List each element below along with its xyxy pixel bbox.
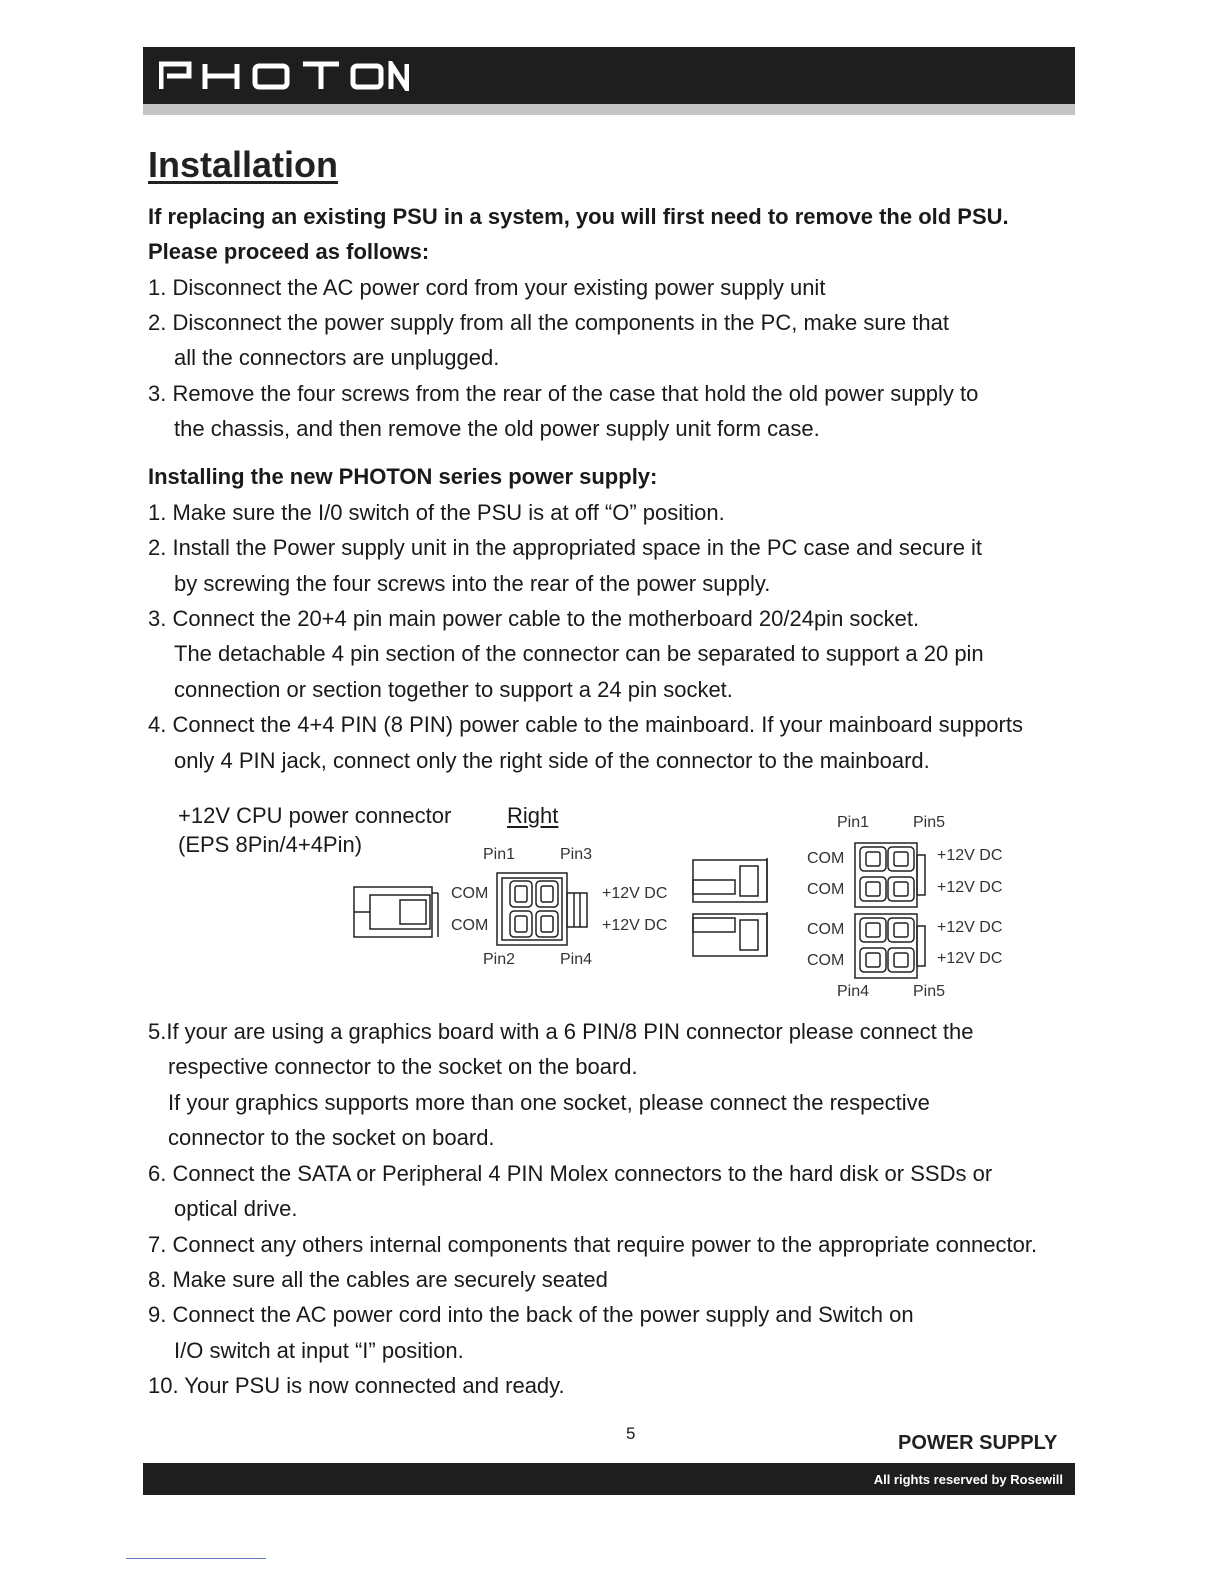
install-step: The detachable 4 pin section of the connector can be separated to support a 20 pin [174, 641, 984, 666]
install-heading: Installing the new PHOTON series power supply: [148, 464, 658, 489]
removal-step: all the connectors are unplugged. [174, 345, 500, 370]
copyright-text: All rights reserved by Rosewill [873, 1472, 1063, 1487]
eps-plug-side-view [693, 858, 767, 956]
right-pin-label: Pin5 [913, 983, 946, 1000]
right-voltage-label: +12V DC [937, 919, 1003, 936]
later-step: 6. Connect the SATA or Peripheral 4 PIN Molex connectors to the hard disk or SSDs or [148, 1161, 993, 1186]
later-step: If your graphics supports more than one socket, please connect the respective [168, 1090, 930, 1115]
install-step: only 4 PIN jack, connect only the right side of the connector to the mainboard. [174, 748, 930, 773]
right-pin-label: Pin1 [837, 814, 870, 831]
later-step: respective connector to the socket on the board. [168, 1054, 638, 1079]
later-step: connector to the socket on board. [168, 1125, 495, 1150]
install-step: connection or section together to support a 24 pin socket. [174, 677, 733, 702]
install-step: by screwing the four screws into the rear of the power supply. [174, 571, 771, 596]
right-com-label: COM [807, 850, 845, 867]
later-step: optical drive. [174, 1196, 298, 1221]
diagram-caption-2: (EPS 8Pin/4+4Pin) [178, 832, 363, 857]
right-pin-label: Pin5 [913, 814, 946, 831]
right-com-label: COM [807, 952, 845, 969]
later-step: 10. Your PSU is now connected and ready. [148, 1373, 565, 1398]
left-pin-label: Pin2 [483, 951, 516, 968]
section-label: POWER SUPPLY [898, 1432, 1058, 1454]
left-pin-label: Pin3 [560, 846, 593, 863]
left-voltage-label: +12V DC [602, 885, 668, 902]
install-step: 4. Connect the 4+4 PIN (8 PIN) power cable to the mainboard. If your mainboard supports [148, 712, 1023, 737]
removal-step: 1. Disconnect the AC power cord from your existing power supply unit [148, 275, 826, 300]
right-voltage-label: +12V DC [937, 879, 1003, 896]
removal-step: 2. Disconnect the power supply from all the components in the PC, make sure that [148, 310, 949, 335]
right-voltage-label: +12V DC [937, 847, 1003, 864]
cpu-plug-side-view [354, 887, 438, 937]
install-step: 1. Make sure the I/0 switch of the PSU is at off “O” position. [148, 500, 725, 525]
left-pin-label: Pin1 [483, 846, 516, 863]
later-step: 7. Connect any others internal components that require power to the appropriate connector. [148, 1232, 1038, 1257]
right-com-label: COM [807, 881, 845, 898]
left-com-label: COM [451, 917, 489, 934]
diagram-caption-1: +12V CPU power connector [178, 803, 452, 828]
later-step: I/O switch at input “I” position. [174, 1338, 464, 1363]
removal-step: the chassis, and then remove the old power supply unit form case. [174, 416, 820, 441]
eps-8pin-connector-top [855, 843, 925, 907]
eps-8pin-connector-bottom [855, 914, 925, 978]
right-voltage-label: +12V DC [937, 950, 1003, 967]
install-step: 2. Install the Power supply unit in the appropriated space in the PC case and secure it [148, 535, 983, 560]
cpu-4pin-connector [497, 873, 587, 945]
later-step: 8. Make sure all the cables are securely seated [148, 1267, 608, 1292]
right-com-label: COM [807, 921, 845, 938]
divider [126, 1558, 266, 1559]
install-step: 3. Connect the 20+4 pin main power cable to the motherboard 20/24pin socket. [148, 606, 920, 631]
footer-bar [143, 1463, 1075, 1495]
intro-line-2: Please proceed as follows: [148, 239, 430, 264]
left-voltage-label: +12V DC [602, 917, 668, 934]
intro-line-1: If replacing an existing PSU in a system, you will first need to remove the old PSU. [148, 204, 1009, 229]
page-number: 5 [626, 1424, 636, 1443]
left-pin-label: Pin4 [560, 951, 593, 968]
later-step: 5.If your are using a graphics board with a 6 PIN/8 PIN connector please connect the [148, 1019, 974, 1044]
later-step: 9. Connect the AC power cord into the back of the power supply and Switch on [148, 1302, 914, 1327]
page-title: Installation [148, 144, 339, 185]
left-com-label: COM [451, 885, 489, 902]
right-label: Right [507, 803, 559, 828]
removal-step: 3. Remove the four screws from the rear of the case that hold the old power supply to [148, 381, 979, 406]
right-pin-label: Pin4 [837, 983, 870, 1000]
